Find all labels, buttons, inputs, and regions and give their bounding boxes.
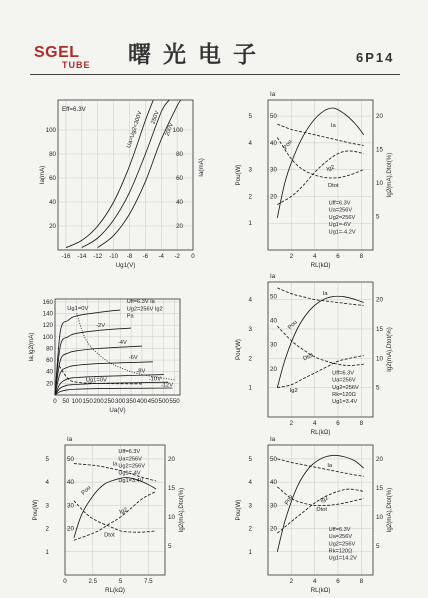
legend-entry: Ug1=-4V [118,470,141,477]
y-axis-label: Pou(W) [235,339,242,360]
y-inner-tick-label: 40 [270,317,277,325]
y2-tick-label: 15 [168,484,175,492]
company-name-cn: 曙光电子 [128,42,268,68]
y-tick-label: 60 [49,175,56,182]
y-inner-tick-label: 50 [67,455,74,463]
legend-entry: Rk=120Ω [332,392,356,399]
x-axis-label: RL(kΩ) [310,587,331,594]
y-tick-label: 120 [42,322,53,330]
y2-tick-label: 10 [376,513,383,521]
y-axis-label: Pou(W) [235,499,242,521]
y2-axis-label: Ig2(mA),Dtot(%) [386,487,393,533]
series-label-4v: -4V [117,339,127,346]
y2-tick-label: 10 [376,180,383,188]
series-label-200v: 200V [164,122,175,138]
y2-tick-label: 5 [376,542,380,550]
x-tick-label: -2 [174,253,180,260]
y-tick-label: 60 [46,357,53,365]
series-label-pou: Pou [80,484,93,497]
series-line-ia [277,288,363,306]
x-tick-label: 8 [359,578,364,585]
y-inner-tick-label: 20 [270,193,277,201]
legend-entry: Ug2=256V Ig2 [126,306,163,313]
series-label-ia: Ia [322,291,328,298]
y-tick-label: 2 [45,525,49,533]
y-tick-label: 100 [45,127,56,134]
chart-load-characteristics-2 [235,273,393,436]
y-tick-label: 4 [248,479,252,487]
y-inner-tick-label: 20 [270,365,277,373]
series-label-ug1-0v-ig2: Ug1=0V [85,377,107,384]
y-tick-label: 1 [248,220,252,228]
x-tick-label: 5 [118,578,123,585]
y-tick-label: 160 [42,298,53,306]
series-label-ia: Ia [327,463,333,470]
x-tick-label: 2 [289,253,294,260]
y2-tick-label: 10 [168,513,175,521]
legend-entry: Uff=6.3V [118,449,141,456]
legend-entry: Uff=6.3V [328,200,351,207]
chart-anode-characteristics [28,298,180,414]
x-tick-label: 4 [312,253,317,260]
legend-entry: Pa [126,313,134,320]
x-tick-label: 250 [104,398,115,405]
series-label-8v: -8V [136,368,146,375]
y2-tick-label: 15 [376,484,383,492]
x-axis-label: RL(kΩ) [310,429,331,436]
series-label-ig2: Ig2 [325,164,336,173]
series-label-ig2: Ig2 [118,507,129,516]
legend-entry: Ua=256V [332,377,356,384]
plot-area [39,100,205,269]
series-line-12v [55,388,172,395]
series-label-pou: Pou [282,139,294,151]
series-label-6v: -6V [128,354,138,361]
x-tick-label: 300 [115,398,126,405]
y2-tick-label: 5 [376,384,380,392]
x-tick-label: 150 [82,398,93,405]
y2-tick-label: 10 [376,355,383,363]
y-inner-tick-label: 20 [270,525,277,533]
top-axis-label: Ia [270,91,276,98]
y-tick-label: 5 [248,113,252,121]
y-inner-tick-label: 30 [67,502,74,510]
x-tick-label: 0 [63,578,67,585]
y2-tick-label: 20 [376,113,383,121]
series-label-dtot: Dtot [302,352,315,363]
x-tick-label: 400 [136,398,148,405]
series-label-ig2: Ig2 [319,495,330,505]
x-tick-label: 6 [336,578,340,585]
y-tick-label: 2 [248,193,252,201]
plot-area [32,436,185,594]
y2-tick-label: 5 [376,213,380,221]
x-tick-label: 4 [312,578,317,585]
x-tick-label: -6 [142,253,149,260]
y-inner-tick-label: 50 [270,113,277,121]
y-tick-label: 140 [42,310,53,318]
x-tick-label: 500 [158,398,169,405]
series-line-2v [55,328,131,395]
y-tick-label: 4 [45,479,49,487]
y-tick-label: 5 [45,455,49,463]
y-inner-tick-label: 30 [270,166,277,174]
x-tick-label: 450 [147,398,158,405]
x-tick-label: 350 [125,398,137,405]
plot-frame [268,100,373,250]
plot-area [28,299,180,414]
series-label-dtot: Dtot [316,507,327,514]
series-line-ia [277,459,363,476]
y-inner-tick-label: 40 [270,479,277,487]
x-tick-label: 550 [169,398,180,405]
x-tick-label: 7.5 [144,578,153,585]
series-label-ia: Ia [112,461,118,468]
series-label-ig2: Ig2 [289,388,298,395]
y-tick-label: 2 [248,355,252,363]
legend-entry: Ua=256V [328,207,353,214]
y2-tick-label: 15 [376,146,383,154]
x-tick-label: 2 [289,420,294,427]
legend-entry: Ug1=-4.2V [328,229,356,236]
y-tick-label: 100 [172,127,183,134]
y-tick-label: 4 [248,139,252,147]
y-tick-label: 5 [248,455,252,463]
y-tick-label: 20 [49,223,56,230]
x-tick-label: -14 [77,253,87,260]
plot-area [235,273,393,436]
y-inner-tick-label: 30 [270,502,277,510]
legend-entry: Uff=6.3V Ia [126,299,155,306]
series-label-pou: Pou [284,494,295,507]
legend-entry: Ug2=256V [118,463,145,470]
y-tick-label: 60 [176,175,183,182]
y2-tick-label: 20 [376,455,383,463]
series-line-pou [277,108,363,218]
y-tick-label: 40 [176,199,183,206]
x-tick-label: -16 [61,253,71,260]
legend-entry: Ug1=3.4V [332,399,358,406]
legend-entry: Ug1=-6V [328,222,351,229]
series-label-10v: -10V [148,376,162,383]
header-rule [30,74,400,75]
x-tick-label: 0 [53,398,57,405]
series-line-ig2 [74,491,156,540]
series-label-dtot: Dtot [104,532,115,539]
y-inner-tick-label: 50 [270,293,277,301]
y-tick-label: 80 [49,151,56,158]
legend-entry: Ug1=3.4V [118,477,144,484]
top-axis-label: Ia [67,436,73,443]
x-tick-label: 2.5 [88,578,98,585]
chart-load-characteristics-4 [235,436,393,594]
y-axis-label: Pou(W) [235,164,242,186]
y-tick-label: 20 [46,380,53,388]
y-tick-label: 3 [248,166,252,174]
series-label-pou: Pou [287,319,299,332]
series-label-2v: -2V [96,322,106,329]
y-tick-label: 100 [42,333,53,341]
y-tick-label: 3 [248,325,252,333]
x-tick-label: -4 [158,253,164,260]
y-tick-label: 80 [46,345,53,353]
y2-axis-label: Ig2(mA),Dtot(%) [386,152,393,198]
legend-entry: Ug2=256V [328,214,356,221]
y-axis-label: Ia(mA) [39,165,46,185]
x-tick-label: 8 [359,420,364,427]
y-tick-label: 4 [248,296,252,304]
y2-axis-label: Ig2(mA),Dtot(%) [178,487,185,533]
chart-transfer-characteristics [39,100,205,269]
y-axis-label: Pou(W) [32,499,39,521]
chart-load-characteristics-3 [32,436,185,594]
y-axis-label-right: Ia(mA) [198,158,205,177]
x-tick-label: 0 [191,253,195,260]
legend-entry: Ua=256V [328,534,353,541]
y-tick-label: 40 [49,199,56,206]
brand-subtitle: TUBE [62,60,91,70]
brand-logo: SGEL [34,44,80,61]
legend-entry: Ug2=256V [328,541,356,548]
legend-entry: Uff=6.3V [332,370,354,377]
y-tick-label: 3 [45,502,49,510]
series-label-ia: Ia [330,122,336,129]
y2-tick-label: 5 [168,542,172,550]
y-tick-label: 3 [248,502,252,510]
y2-axis-label: Ig2(mA),Dtot(%) [386,327,393,372]
legend-entry: Ug2=256V [332,384,359,391]
y2-tick-label: 15 [376,325,383,333]
series-label-ug1-0v: Ug1=0V [67,306,89,313]
x-axis-label: Ug1(V) [115,262,136,269]
x-axis-label: RL(kΩ) [105,587,125,594]
y-tick-label: 1 [248,548,252,556]
y2-tick-label: 20 [376,296,383,304]
y-axis-label: Ia,Ig2(mA) [28,332,35,362]
x-axis-label: RL(kΩ) [310,262,331,269]
y-tick-label: 1 [45,548,49,556]
chart-load-characteristics-1 [235,91,393,269]
legend-entry: Ua=256V [118,456,142,463]
series-label-dtot: Dtot [328,183,339,190]
y-tick-label: 2 [248,525,252,533]
legend-entry: Ug1=14.2V [328,555,357,562]
y-tick-label: 40 [46,368,53,376]
y-inner-tick-label: 40 [270,139,277,147]
legend-entry: Rk=120Ω [328,548,353,555]
x-axis-label: Ua(V) [109,407,126,414]
x-tick-label: 6 [336,253,340,260]
legend-entry: Uff=6.3V [328,526,351,533]
x-tick-label: 4 [312,420,317,427]
page-header [0,0,428,80]
x-tick-label: -12 [93,253,103,260]
top-axis-label: Ia [270,273,276,280]
series-label-250v: 250V [150,110,161,126]
y-tick-label: 20 [176,223,183,230]
y2-tick-label: 20 [168,455,175,463]
x-tick-label: 50 [62,398,70,405]
y-inner-tick-label: 30 [270,341,277,349]
x-tick-label: 200 [93,398,104,405]
y-inner-tick-label: 50 [270,455,277,463]
plot-frame [268,282,373,417]
y-inner-tick-label: 40 [67,479,74,487]
y-inner-tick-label: 20 [67,525,74,533]
top-axis-label: Ia [270,436,276,443]
y-tick-label: 1 [248,384,252,392]
x-tick-label: -10 [109,253,119,260]
annotation-text: Eff=6.3V [61,105,86,113]
plot-area [235,91,393,269]
y-tick-label: 80 [176,151,183,158]
tube-model: 6P14 [356,50,395,65]
x-tick-label: 100 [71,398,82,405]
series-label-ua-ug2-300v: Ua=Ug2=300V [126,110,144,149]
series-label-12v: -12V [160,382,174,389]
plot-area [235,436,393,594]
x-tick-label: 8 [359,253,364,260]
x-tick-label: 2 [289,578,294,585]
x-tick-label: 6 [336,420,340,427]
x-tick-label: -8 [126,253,133,260]
